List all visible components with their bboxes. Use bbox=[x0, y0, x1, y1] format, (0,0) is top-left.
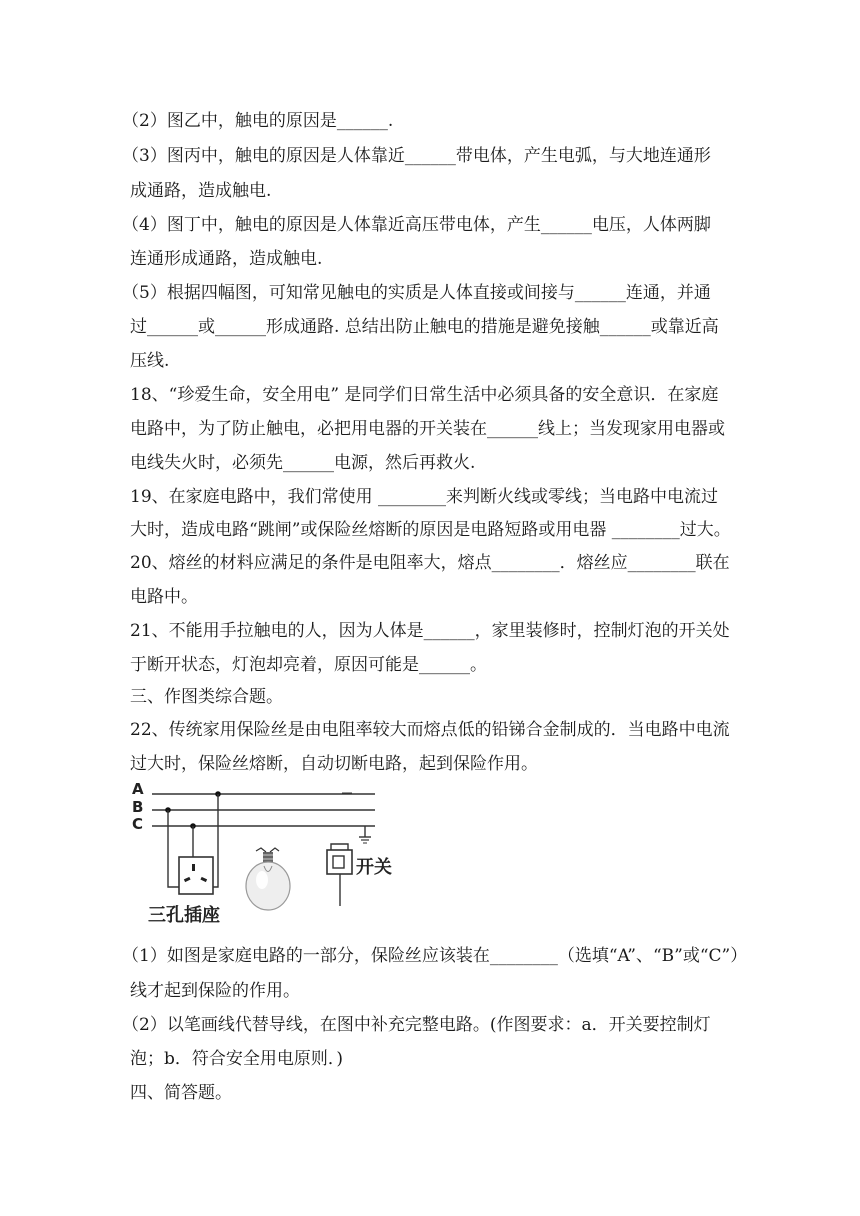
question-18: 18、“珍爱生命，安全用电” 是同学们日常生活中必须具备的安全意识．在家庭 bbox=[130, 385, 719, 405]
question-22-part-2: （2）以笔画线代替导线，在图中补充完整电路。(作图要求：a．开关要控制灯 bbox=[122, 1015, 711, 1035]
question-21-cont: 于断开状态，灯泡却亮着，原因可能是______。 bbox=[130, 655, 487, 675]
wire-label-c: C bbox=[132, 815, 144, 833]
wire-label-a: A bbox=[132, 780, 144, 798]
switch-icon bbox=[327, 844, 352, 906]
circuit-diagram bbox=[130, 782, 400, 922]
question-19: 19、在家庭电路中，我们常使用 ________来判断火线或零线；当电路中电流过 bbox=[130, 487, 719, 507]
question-17-part-4-cont: 连通形成通路，造成触电. bbox=[130, 249, 323, 269]
question-17-part-5-end: 压线. bbox=[130, 351, 170, 371]
question-21: 21、不能用手拉触电的人，因为人体是______，家里装修时，控制灯泡的开关处 bbox=[130, 621, 730, 641]
section-3-heading: 三、作图类综合题。 bbox=[130, 687, 283, 707]
question-20-cont: 电路中。 bbox=[130, 587, 198, 607]
question-17-part-4: （4）图丁中，触电的原因是人体靠近高压带电体，产生______电压，人体两脚 bbox=[122, 215, 711, 235]
question-17-part-5-cont: 过______或______形成通路. 总结出防止触电的措施是避免接触______或靠近高 bbox=[130, 317, 719, 337]
light-bulb-icon bbox=[246, 848, 290, 910]
three-hole-socket bbox=[179, 857, 213, 894]
question-18-cont: 电路中，为了防止触电，必把用电器的开关装在______线上；当发现家用电器或 bbox=[130, 419, 725, 439]
question-17-part-3: （3）图丙中，触电的原因是人体靠近______带电体，产生电弧，与大地连通形 bbox=[122, 146, 711, 166]
question-22-part-2-cont: 泡；b．符合安全用电原则．) bbox=[130, 1049, 344, 1069]
question-22: 22、传统家用保险丝是由电阻率较大而熔点低的铅锑合金制成的．当电路中电流 bbox=[130, 720, 730, 740]
question-22-part-1-cont: 线才起到保险的作用。 bbox=[130, 981, 300, 1001]
question-22-cont: 过大时，保险丝熔断，自动切断电路，起到保险作用。 bbox=[130, 754, 538, 774]
switch-label: 开关 bbox=[356, 857, 392, 878]
section-4-heading: 四、简答题。 bbox=[130, 1083, 232, 1103]
question-17-part-2: （2）图乙中，触电的原因是______. bbox=[122, 111, 394, 131]
question-19-cont: 大时，造成电路“跳闸”或保险丝熔断的原因是电路短路或用电器 ________过大。 bbox=[130, 520, 731, 540]
question-18-end: 电线失火时，必须先______电源，然后再救火. bbox=[130, 453, 476, 473]
household-circuit-figure bbox=[130, 780, 400, 926]
question-17-part-5: （5）根据四幅图，可知常见触电的实质是人体直接或间接与______连通，并通 bbox=[122, 283, 711, 303]
question-22-part-1: （1）如图是家庭电路的一部分，保险丝应该装在________（选填“A”、“B”或“C”） bbox=[122, 946, 748, 966]
question-17-part-3-cont: 成通路，造成触电. bbox=[130, 181, 272, 201]
wire-label-b: B bbox=[132, 798, 144, 816]
socket-label: 三孔插座 bbox=[148, 905, 220, 926]
question-20: 20、熔丝的材料应满足的条件是电阻率大，熔点________．熔丝应________联在 bbox=[130, 553, 730, 573]
